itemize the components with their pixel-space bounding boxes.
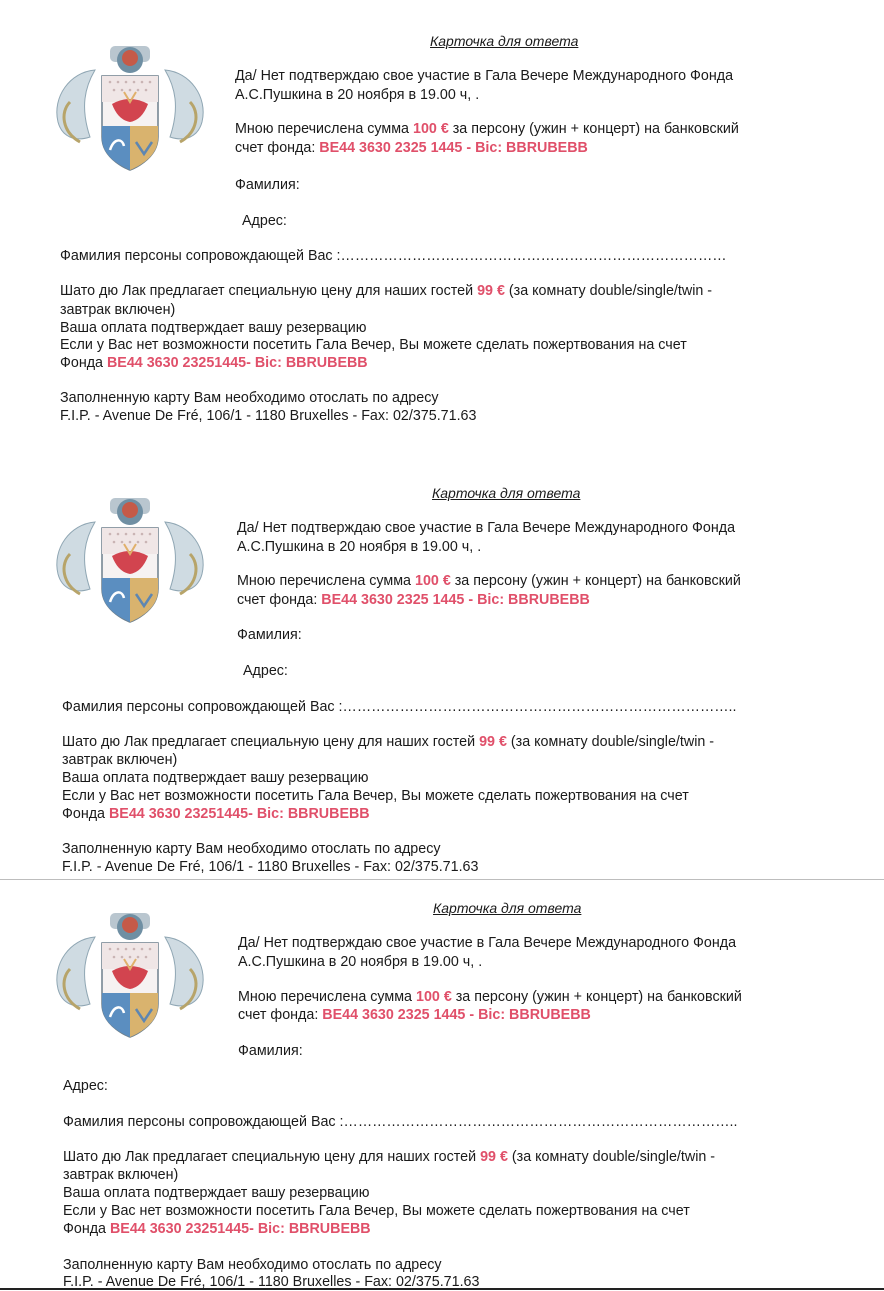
fund-account: BE44 3630 23251445- Bic: BBRUBEBB [108, 806, 370, 822]
surname-label: Фамилия: [238, 1043, 303, 1059]
address-label: Адрес: [242, 213, 287, 229]
event-date-line: А.С.Пушкина в 20 ноября в 19.00 ч, . [237, 539, 482, 555]
fund-account: BE44 3630 23251445- Bic: BBRUBEBB [109, 1221, 371, 1237]
card-title: Карточка для ответа [433, 900, 582, 916]
companion-line: Фамилия персоны сопровождающей Вас :……………………………………………………………………… [60, 248, 727, 264]
donation-line: Если у Вас нет возможности посетить Гала Вечер, Вы можете сделать пожертвования на счет [62, 788, 689, 804]
card-title: Карточка для ответа [430, 33, 579, 49]
payment-line: Мною перечислена сумма 100 € за персону (ужин + концерт) на банковский [237, 573, 741, 589]
reservation-line: Ваша оплата подтверждает вашу резервацию [62, 770, 369, 786]
bank-account-line: счет фонда: BE44 3630 2325 1445 - Bic: BBRUBEBB [235, 140, 588, 156]
event-date-line: А.С.Пушкина в 20 ноября в 19.00 ч, . [238, 954, 483, 970]
donation-line: Если у Вас нет возможности посетить Гала Вечер, Вы можете сделать пожертвования на счет [60, 337, 687, 353]
send-address: F.I.P. - Avenue De Fré, 106/1 - 1180 Bruxelles - Fax: 02/375.71.63 [62, 859, 479, 875]
event-date-line: А.С.Пушкина в 20 ноября в 19.00 ч, . [235, 87, 480, 103]
payment-amount: 100 € [413, 121, 449, 137]
companion-line: Фамилия персоны сопровождающей Вас :……………………………………………………………………….. [62, 699, 737, 715]
companion-line: Фамилия персоны сопровождающей Вас :……………………………………………………………………….. [63, 1114, 738, 1130]
fund-account-line: Фонда BE44 3630 23251445- Bic: BBRUBEBB [62, 806, 370, 822]
fund-account-line: Фонда BE44 3630 23251445- Bic: BBRUBEBB [63, 1221, 371, 1237]
bank-account: BE44 3630 2325 1445 - Bic: BBRUBEBB [322, 1007, 591, 1023]
surname-label: Фамилия: [235, 177, 300, 193]
hotel-offer-line: Шато дю Лак предлагает специальную цену для наших гостей 99 € (за комнату double/single/twin - [60, 283, 713, 299]
card-title: Карточка для ответа [432, 485, 581, 501]
bank-account-line: счет фонда: BE44 3630 2325 1445 - Bic: BBRUBEBB [238, 1007, 591, 1023]
cut-line [0, 879, 884, 880]
surname-label: Фамилия: [237, 627, 302, 643]
breakfast-line: завтрак включен) [63, 1167, 179, 1183]
coat-of-arms-logo [50, 909, 210, 1039]
hotel-price: 99 € [477, 283, 505, 299]
hotel-offer-line: Шато дю Лак предлагает специальную цену для наших гостей 99 € (за комнату double/single/twin - [62, 734, 715, 750]
send-instruction: Заполненную карту Вам необходимо отослать по адресу [63, 1257, 442, 1273]
payment-line: Мною перечислена сумма 100 € за персону (ужин + концерт) на банковский [235, 121, 739, 137]
address-label: Адрес: [243, 663, 288, 679]
participation-line: Да/ Нет подтверждаю свое участие в Гала Вечере Международного Фонда [238, 935, 737, 951]
hotel-price: 99 € [479, 734, 507, 750]
payment-line: Мною перечислена сумма 100 € за персону (ужин + концерт) на банковский [238, 989, 742, 1005]
reservation-line: Ваша оплата подтверждает вашу резервацию [63, 1185, 370, 1201]
send-address: F.I.P. - Avenue De Fré, 106/1 - 1180 Bruxelles - Fax: 02/375.71.63 [60, 408, 477, 424]
participation-line: Да/ Нет подтверждаю свое участие в Гала Вечере Международного Фонда [235, 68, 734, 84]
address-label: Адрес: [63, 1078, 108, 1094]
bank-account: BE44 3630 2325 1445 - Bic: BBRUBEBB [319, 140, 588, 156]
send-instruction: Заполненную карту Вам необходимо отослать по адресу [62, 841, 441, 857]
breakfast-line: завтрак включен) [62, 752, 178, 768]
fund-account: BE44 3630 23251445- Bic: BBRUBEBB [106, 355, 368, 371]
coat-of-arms-logo [50, 494, 210, 624]
page-bottom-border [0, 1288, 884, 1290]
hotel-offer-line: Шато дю Лак предлагает специальную цену для наших гостей 99 € (за комнату double/single/twin - [63, 1149, 716, 1165]
bank-account: BE44 3630 2325 1445 - Bic: BBRUBEBB [321, 592, 590, 608]
hotel-price: 99 € [480, 1149, 508, 1165]
breakfast-line: завтрак включен) [60, 302, 176, 318]
send-address: F.I.P. - Avenue De Fré, 106/1 - 1180 Bruxelles - Fax: 02/375.71.63 [63, 1274, 480, 1290]
fund-account-line: Фонда BE44 3630 23251445- Bic: BBRUBEBB [60, 355, 368, 371]
payment-amount: 100 € [415, 573, 451, 589]
coat-of-arms-logo [50, 42, 210, 172]
send-instruction: Заполненную карту Вам необходимо отослать по адресу [60, 390, 439, 406]
reservation-line: Ваша оплата подтверждает вашу резервацию [60, 320, 367, 336]
bank-account-line: счет фонда: BE44 3630 2325 1445 - Bic: BBRUBEBB [237, 592, 590, 608]
participation-line: Да/ Нет подтверждаю свое участие в Гала Вечере Международного Фонда [237, 520, 736, 536]
donation-line: Если у Вас нет возможности посетить Гала Вечер, Вы можете сделать пожертвования на счет [63, 1203, 690, 1219]
payment-amount: 100 € [416, 989, 452, 1005]
